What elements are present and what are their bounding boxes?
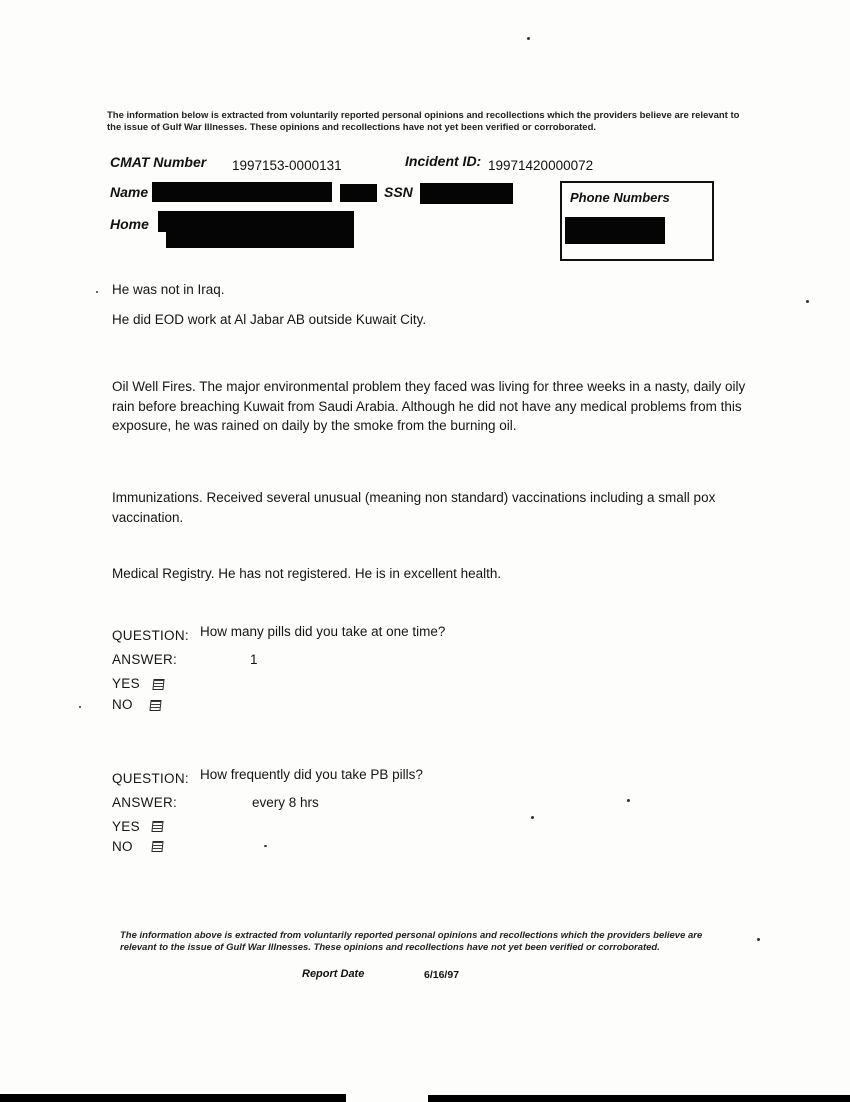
ssn-label: SSN [384,184,413,200]
answer-label: ANSWER: [112,795,178,810]
answer-value: 1 [250,652,258,667]
answer-value: every 8 hrs [252,795,319,810]
yes-checkbox-mark [151,821,163,832]
no-checkbox-mark [149,700,161,711]
report-date-value: 6/16/97 [424,969,460,981]
phone-numbers-label: Phone Numbers [570,190,670,205]
report-date-label: Report Date [302,968,365,980]
question-label: QUESTION: [112,771,189,786]
yes-label: YES [112,819,140,834]
question-text: How many pills did you take at one time? [200,624,446,639]
paragraph: Medical Registry. He has not registered. He is in excellent health. [112,566,502,581]
yes-checkbox-mark [152,679,164,690]
scan-speck [527,37,530,40]
phone-redaction [565,217,665,244]
scan-speck [757,938,760,941]
cmat-number-label: CMAT Number [110,154,207,170]
scan-speck [79,706,81,708]
no-checkbox-mark [151,841,163,852]
incident-id-label: Incident ID: [405,153,482,169]
scan-speck [264,845,267,847]
bottom-scan-bar [428,1095,850,1102]
bottom-disclaimer: The information above is extracted from voluntarily reported personal opinions and recollections which the providers believe are relevant to the issue of Gulf War Illnesses. These opinions and recollections have not yet been verified or corroborated. [120,930,703,953]
paragraph: Oil Well Fires. The major environmental problem they faced was living for three weeks in a nasty, daily oily rain before breaching Kuwait from Saudi Arabia. Although he did not have any medical problems from this exposure, he was rained on daily by the smoke from the burning oil. [112,379,746,433]
paragraph: He did EOD work at Al Jabar AB outside Kuwait City. [112,312,427,327]
yes-label: YES [112,676,140,691]
no-label: NO [112,697,133,712]
no-label: NO [112,839,133,854]
middle-redaction [340,184,377,202]
scan-speck [531,816,534,819]
question-label: QUESTION: [112,628,189,643]
question-text: How frequently did you take PB pills? [200,767,423,782]
incident-id-value: 19971420000072 [488,158,594,173]
ssn-redaction [420,183,513,204]
name-label: Name [110,184,149,200]
home-redaction-line2 [166,229,354,248]
paragraph: He was not in Iraq. [112,282,225,297]
answer-label: ANSWER: [112,652,178,667]
name-redaction [152,182,332,202]
scan-speck [627,799,630,802]
paragraph: Immunizations. Received several unusual (meaning non standard) vaccinations including a small pox vaccination. [112,490,716,525]
scan-speck [806,300,809,303]
home-label: Home [110,216,149,232]
top-disclaimer: The information below is extracted from voluntarily reported personal opinions and recollections which the providers believe are relevant to the issue of Gulf War Illnesses. These opinions and recollections have not yet been verified or corroborated. [107,110,740,133]
cmat-number-value: 1997153-0000131 [232,158,342,173]
scan-speck [96,291,98,293]
bottom-scan-bar [0,1094,346,1102]
